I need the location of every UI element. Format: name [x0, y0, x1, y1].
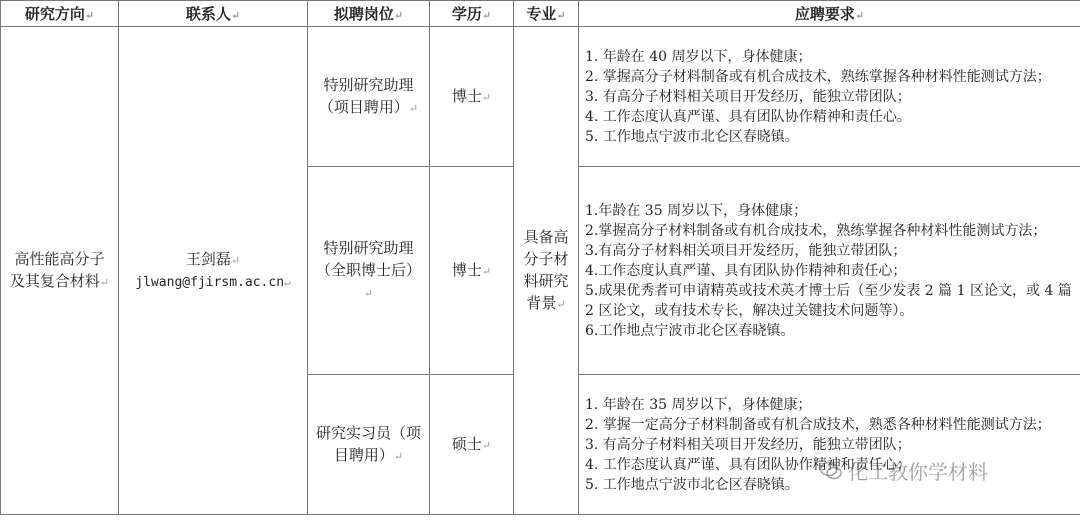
wechat-icon [820, 461, 842, 481]
degree-cell: 硕士↵ [430, 375, 514, 515]
header-requirements: 应聘要求↵ [579, 1, 1080, 27]
contact-cell: 王剑磊↵ jlwang@fjirsm.ac.cn↵ [119, 27, 308, 515]
header-contact: 联系人↵ [119, 1, 308, 27]
degree-cell: 博士↵ [430, 27, 514, 167]
requirements-cell [579, 167, 1080, 375]
requirement-item: 2. 掌握一定高分子材料制备或有机合成技术，熟悉各种材料性能测试方法； [585, 416, 1051, 433]
requirement-item: 2. 掌握高分子材料制备或有机合成技术，熟练掌握各种材料性能测试方法； [585, 68, 1051, 85]
requirement-item: 3. 有高分子材料相关项目开发经历，能独立带团队； [585, 88, 911, 105]
requirement-item: 1.年龄在 35 周岁以下，身体健康； [585, 202, 808, 219]
table-row [1, 27, 1080, 167]
requirement-item: 5. 工作地点宁波市北仑区春晓镇。 [585, 476, 799, 493]
watermark-text: 化工教你学材料 [848, 460, 988, 484]
requirement-item: 4. 工作态度认真严谨、具有团队协作精神和责任心； [585, 456, 911, 473]
position-title: 特别研究助理（全职博士后）↵ [308, 167, 430, 375]
header-degree: 学历↵ [430, 1, 514, 27]
requirement-item: 5. 工作地点宁波市北仑区春晓镇。 [585, 128, 799, 145]
requirement-item: 4.工作态度认真严谨、具有团队协作精神和责任心； [585, 262, 907, 279]
contact-name: 王剑磊 [185, 249, 231, 268]
requirement-item: 6.工作地点宁波市北仑区春晓镇。 [585, 322, 795, 339]
requirement-item: 3. 有高分子材料相关项目开发经历，能独立带团队； [585, 436, 911, 453]
position-title: 研究实习员（项目聘用）↵ [308, 375, 430, 515]
requirements-cell [579, 27, 1080, 167]
requirement-item: 5.成果优秀者可申请精英或技术英才博士后（至少发表 2 篇 1 区论文，或 4 篇 2 区论文，或有技术专长，解决过关键技术问题等）。 [585, 282, 1072, 319]
research-direction-cell: 高性能高分子及其复合材料↵ [1, 27, 119, 515]
degree-cell: 博士↵ [430, 167, 514, 375]
header-major: 专业↵ [514, 1, 579, 27]
header-row [1, 1, 1080, 27]
major-cell: 具备高分子材料研究背景↵ [514, 27, 579, 515]
requirement-item: 2.掌握高分子材料制备或有机合成技术，熟练掌握各种材料性能测试方法； [585, 222, 1047, 239]
requirement-item: 3.有高分子材料相关项目开发经历，能独立带团队； [585, 242, 907, 259]
requirement-item: 4. 工作态度认真严谨、具有团队协作精神和责任心。 [585, 108, 911, 125]
header-position: 拟聘岗位↵ [308, 1, 430, 27]
requirement-item: 1. 年龄在 40 周岁以下，身体健康； [585, 48, 812, 65]
requirements-cell [579, 375, 1080, 515]
position-title: 特别研究助理（项目聘用）↵ [308, 27, 430, 167]
header-direction: 研究方向↵ [1, 1, 119, 27]
watermark [820, 456, 988, 485]
contact-email: jlwang@fjirsm.ac.cn [135, 274, 285, 290]
requirement-item: 1. 年龄在 35 周岁以下，身体健康； [585, 396, 812, 413]
